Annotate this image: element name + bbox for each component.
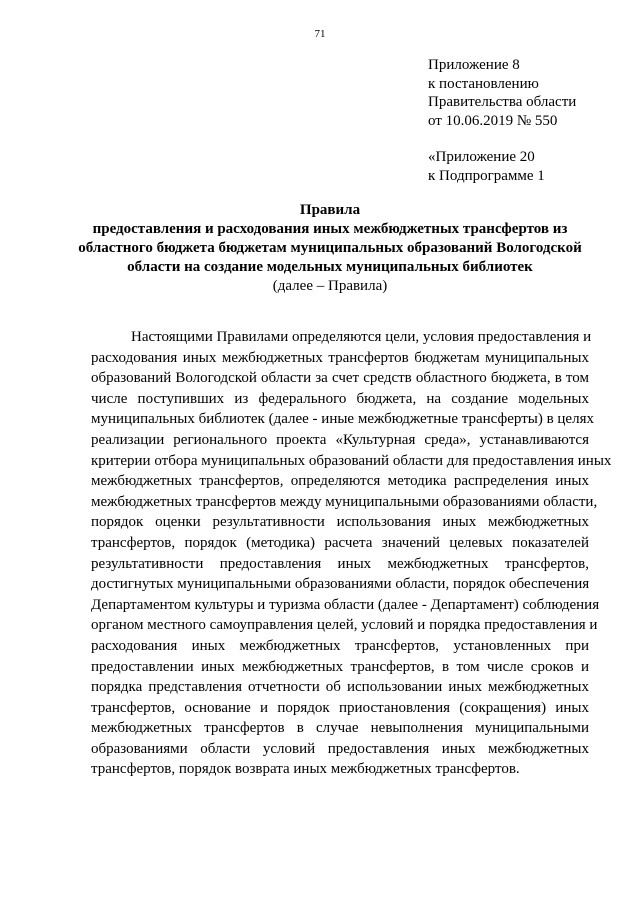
body-line: расходования иных межбюджетных трансфертов бюджетам муниципальных [91, 349, 589, 366]
annex-line: Приложение 8 [428, 57, 520, 73]
body-line: критерии отбора муниципальных образований области для предоставления иных [91, 452, 612, 469]
body-line: достигнутых муниципальными образованиями области, порядок обеспечения [91, 576, 590, 593]
title-line: областного бюджета бюджетам муниципальных образований Вологодской [78, 240, 582, 256]
body-line: органом местного самоуправления целей, условий и порядка предоставления и [91, 617, 598, 634]
body-line: трансфертов, основание и порядок приостановления (сокращения) иных [91, 699, 589, 716]
title-line: предоставления и расходования иных межбюджетных трансфертов из [92, 221, 568, 237]
page-number: 71 [314, 28, 326, 40]
body-line: образованиями области условий предоставления иных межбюджетных [91, 740, 589, 757]
annex-line: к Подпрограмме 1 [428, 167, 545, 184]
body-line: межбюджетных трансфертов, определяются методика распределения иных [91, 473, 589, 490]
body-paragraph [91, 327, 612, 780]
body-line: расходования иных межбюджетных трансфертов, установленных при [91, 637, 589, 654]
body-line: результативности предоставления иных межбюджетных трансфертов, [91, 555, 589, 572]
annex-block [428, 56, 576, 185]
body-line: порядка представления отчетности об использовании иных межбюджетных [91, 679, 589, 696]
annex-line: к постановлению [428, 75, 539, 92]
annex-line: Правительства области [428, 94, 577, 110]
title-note: (далее – Правила) [272, 278, 388, 294]
body-line: трансфертов, порядок (методика) расчета значений целевых показателей [91, 534, 589, 551]
body-line: межбюджетных трансфертов в случае невыполнения муниципальными [91, 720, 589, 737]
body-line: числе поступивших из федерального бюджета, на создание модельных [91, 390, 589, 407]
body-line: порядок оценки результативности использования иных межбюджетных [91, 514, 589, 531]
title-heading: Правила [299, 202, 361, 218]
body-line: реализации регионального проекта «Культурная среда», устанавливаются [91, 431, 589, 448]
body-line: предоставлении иных межбюджетных трансфертов, в том числе сроков и [91, 658, 589, 675]
title-line: области на создание модельных муниципальных библиотек [127, 259, 533, 275]
document-title [50, 201, 610, 296]
annex-spacer [428, 130, 576, 148]
body-line: муниципальных библиотек (далее - иные межбюджетные трансферты) в целях [91, 411, 594, 428]
body-line: образований Вологодской области за счет средств областного бюджета, в том [91, 370, 589, 387]
body-line: Департаментом культуры и туризма области (далее - Департамент) соблюдения [91, 596, 600, 613]
body-line: межбюджетных трансфертов между муниципальными образованиями области, [91, 493, 598, 510]
annex-line: от 10.06.2019 № 550 [428, 112, 558, 129]
body-line: трансфертов, порядок возврата иных межбюджетных трансфертов. [91, 761, 520, 778]
body-line: Настоящими Правилами определяются цели, условия предоставления и [131, 329, 592, 345]
annex-line: «Приложение 20 [428, 149, 535, 165]
